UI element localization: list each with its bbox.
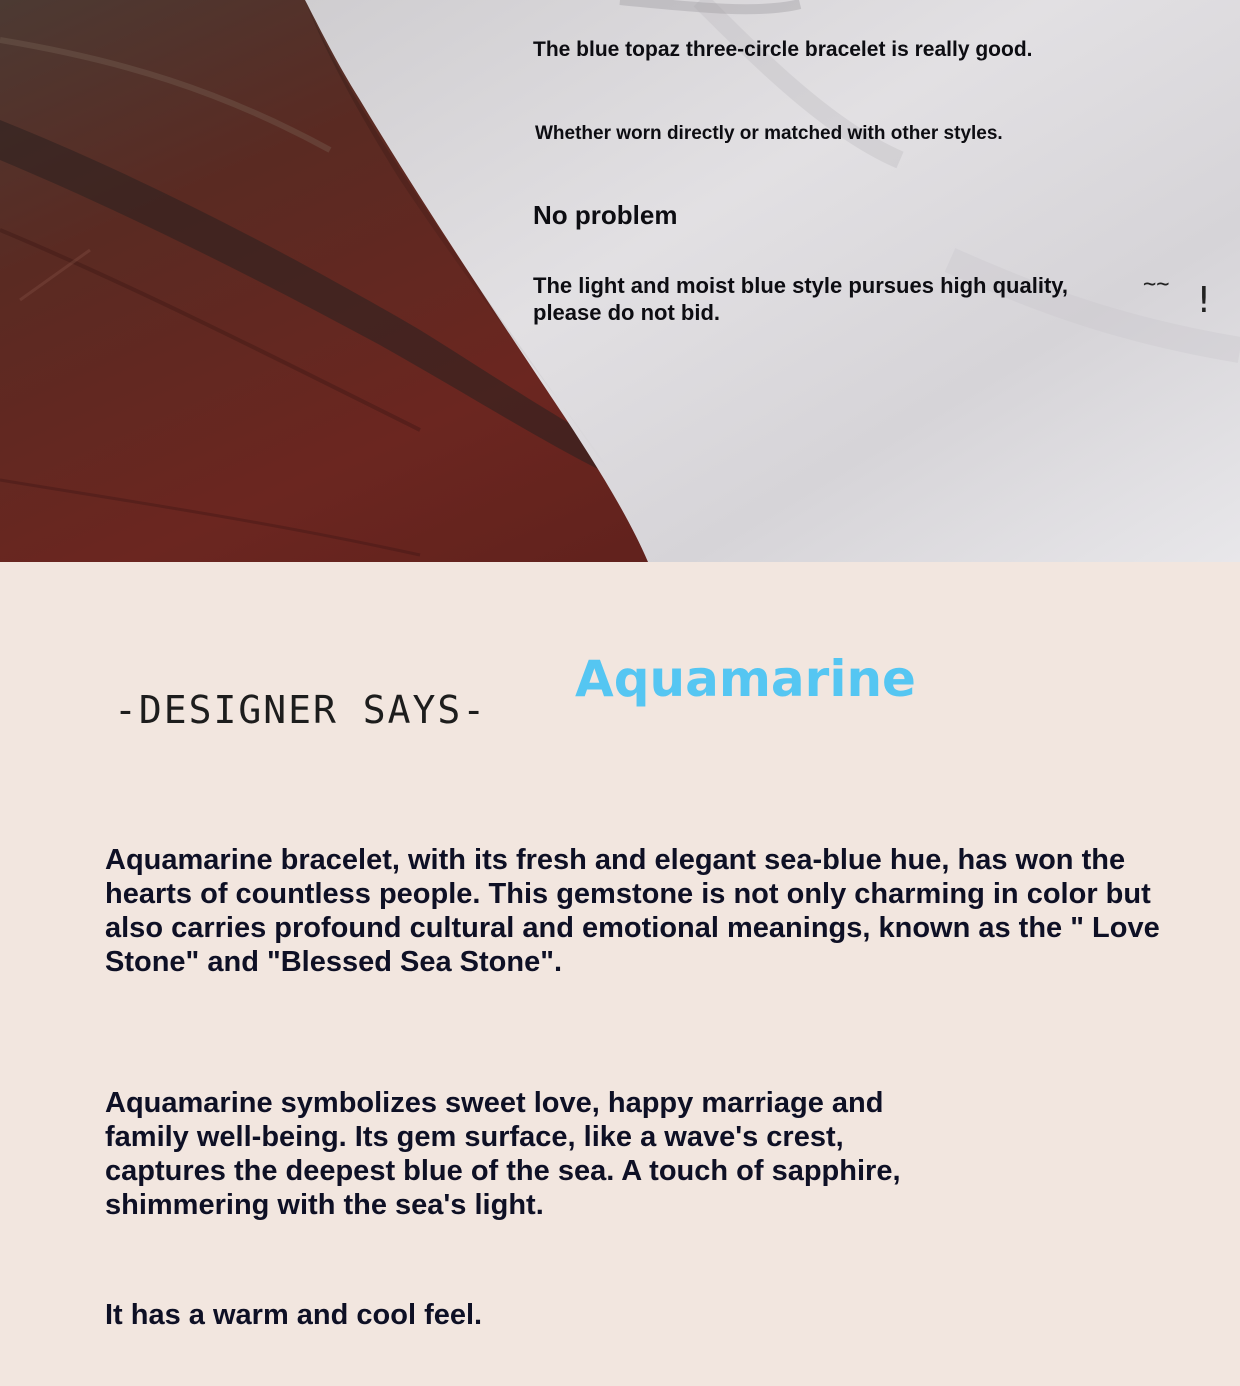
- hero-photo-banner: [0, 0, 1240, 562]
- hero-line-quality: The light and moist blue style pursues high quality, please do not bid.: [533, 273, 1068, 325]
- hero-line-styles: Whether worn directly or matched with other styles.: [535, 123, 1003, 144]
- hero-tilde: ~~: [1143, 272, 1170, 297]
- hero-exclamation: !: [1193, 280, 1215, 321]
- hero-line-bracelet: The blue topaz three-circle bracelet is really good.: [533, 38, 1033, 61]
- description-paragraph-2: Aquamarine symbolizes sweet love, happy marriage and family well-being. Its gem surface, like a wave's crest, captures the deepest blue of the sea. A touch of sapphire, shimmering with the sea's light.: [105, 1087, 901, 1221]
- description-paragraph-1: Aquamarine bracelet, with its fresh and elegant sea-blue hue, has won the hearts of countless people. This gemstone is not only charming in color but also carries profound cultural and emotional meanings, known as the " Love Stone" and "Blessed Sea Stone".: [105, 844, 1160, 978]
- aquamarine-title: Aquamarine: [575, 650, 916, 708]
- hero-line-no-problem: No problem: [533, 200, 678, 230]
- description-paragraph-3: It has a warm and cool feel.: [105, 1299, 483, 1331]
- designer-says-heading: -DESIGNER SAYS-: [114, 688, 488, 732]
